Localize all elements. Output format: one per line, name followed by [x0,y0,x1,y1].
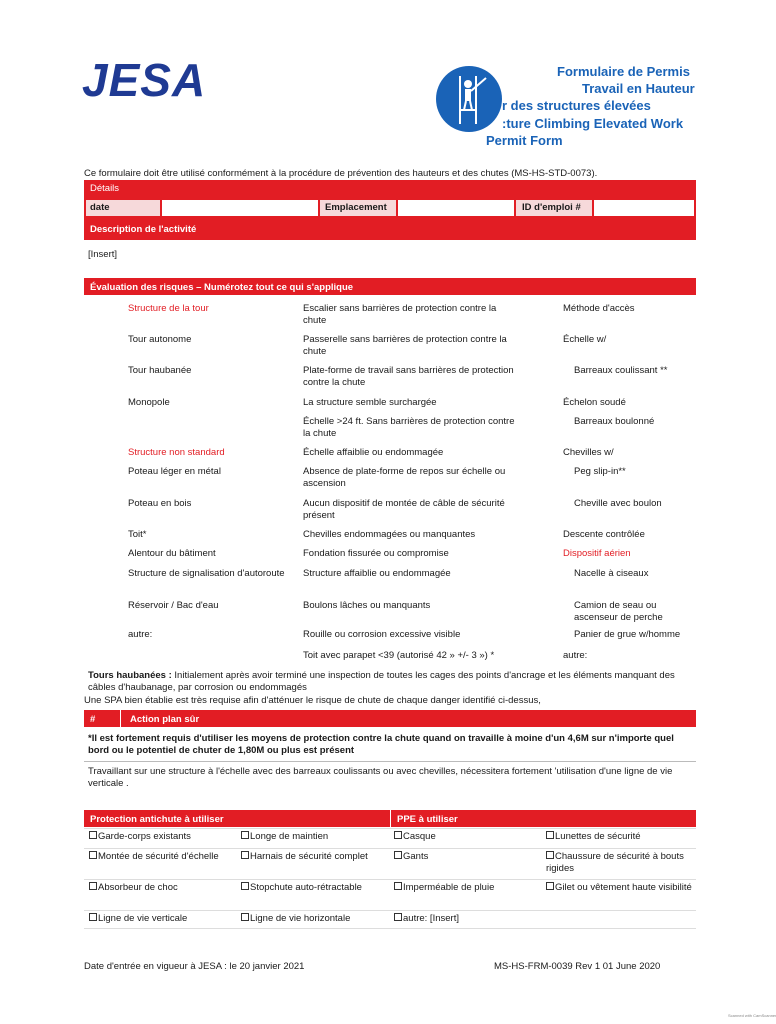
risk-col1-item: Structure de signalisation d'autoroute [128,568,285,579]
checkbox-icon[interactable] [241,882,249,890]
action-label: Action plan sûr [130,714,200,725]
guyed-note [88,670,693,694]
risk-col3-item: Peg slip-in** [574,466,626,477]
risk-col2-item: Structure affaiblie ou endommagée [303,568,451,579]
guyed-note-text: Initialement après avoir terminé une inspection de toutes les cages des points d'ancrage et les éléments manquant des câbles d'haubanage, par corrosion ou endommagés [88,670,675,693]
risk-col3-item: Dispositif aérien [563,548,631,559]
risk-col1-item: Toit* [128,529,147,540]
title-line-3: r des structures élevées [502,98,651,113]
risk-col1-item: Tour haubanée [128,365,192,376]
risk-col1-item: autre: [128,629,153,640]
ppe-option-label: autre: [Insert] [403,913,459,924]
risk-col2-item: Échelle >24 ft. Sans barrières de protection contre la chute [303,416,515,439]
risk-col2-item: Escalier sans barrières de protection contre la chute [303,303,497,326]
risk-col3-item: Camion de seau ou ascenseur de perche [574,600,663,623]
risk-col1-item: Alentour du bâtiment [128,548,216,559]
risk-col1-item: Structure non standard [128,447,225,458]
guyed-note-bold: Tours haubanées : [88,670,172,681]
ppe-option-label: Gilet ou vêtement haute visibilité [555,882,692,893]
checkbox-icon[interactable] [546,882,554,890]
footer-doc-id: MS-HS-FRM-0039 Rev 1 01 June 2020 [494,961,661,972]
ppe-option[interactable] [394,851,542,863]
title-line-1: Formulaire de Permis [557,64,690,79]
ppe-option[interactable] [394,882,542,894]
job-id-label: ID d'emploi # [522,202,581,213]
footer-effective-date: Date d'entrée en vigueur à JESA : le 20 janvier 2021 [84,961,305,972]
ppe-option-label: Chaussure de sécurité à bouts rigides [546,851,684,874]
ppe-option[interactable] [89,831,237,843]
date-label: date [90,202,110,213]
ppe-option-label: Stopchute auto-rétractable [250,882,362,893]
risk-col1-item: Monopole [128,397,170,408]
ppe-option[interactable] [394,913,542,925]
ppe-row-divider [84,848,696,849]
action-para-1: *Il est fortement requis d'utiliser les moyens de protection contre la chute quand on travaille à moine d'un 4,6M sur n'importe quel bord ou le potentiel de chuter de 1,80M ou plus est présent [88,733,674,756]
risk-col3-item: Nacelle à ciseaux [574,568,649,579]
job-id-field[interactable] [594,200,694,216]
risk-col3-item: Panier de grue w/homme [574,629,681,640]
intro-text: Ce formulaire doit être utilisé conformément à la procédure de prévention des hauteurs et des chutes (MS-HS-STD-0073). [84,168,598,179]
checkbox-icon[interactable] [241,851,249,859]
action-divider [120,710,121,727]
ppe-option[interactable] [394,831,542,843]
ppe-header-divider [390,810,391,827]
ppe-option-label: Garde-corps existants [98,831,191,842]
risk-col3-item: Méthode d'accès [563,303,635,314]
risk-col2-item: Échelle affaiblie ou endommagée [303,447,444,458]
risk-col3-item: Échelon soudé [563,397,626,408]
checkbox-icon[interactable] [241,831,249,839]
ppe-option[interactable] [89,913,237,925]
ppe-row-divider [84,928,696,929]
risk-col2-item: Plate-forme de travail sans barrières de protection contre la chute [303,365,514,388]
risk-header-bar [84,278,696,295]
ppe-option-label: Montée de sécurité d'échelle [98,851,219,862]
risk-col3-item: Barreaux boulonné [574,416,655,427]
ppe-option-label: Lunettes de sécurité [555,831,641,842]
risk-col2-item: Passerelle sans barrières de protection contre la chute [303,334,507,357]
risk-col2-item: Fondation fissurée ou compromise [303,548,449,559]
risk-col3-item: autre: [563,650,588,661]
checkbox-icon[interactable] [89,831,97,839]
checkbox-icon[interactable] [241,913,249,921]
risk-col1-item: Réservoir / Bac d'eau [128,600,219,611]
risk-col3-item: Barreaux coulissant ** [574,365,668,376]
ppe-header: PPE à utiliser [397,814,458,825]
details-label: Détails [90,183,120,194]
risk-col3-item: Échelle w/ [563,334,607,345]
location-label: Emplacement [325,202,387,213]
activity-bar [84,218,696,240]
job-id-label-cell [516,200,592,216]
ppe-option-label: Gants [403,851,429,862]
activity-value[interactable]: [Insert] [88,249,118,260]
checkbox-icon[interactable] [546,851,554,859]
ppe-option[interactable] [546,851,694,875]
risk-col1-item: Poteau léger en métal [128,466,221,477]
ppe-header-bar [84,810,696,827]
risk-col1-item: Tour autonome [128,334,192,345]
ppe-option-label: Longe de maintien [250,831,329,842]
location-label-cell [320,200,396,216]
details-bar [84,180,696,198]
risk-col2-item: Aucun dispositif de montée de câble de sécurité présent [303,498,505,521]
ppe-option[interactable] [241,882,389,894]
scanner-mark: Scanned with CamScanner [728,1013,776,1018]
climbing-worker-icon [436,66,502,132]
date-field[interactable] [162,200,318,216]
action-para-2: Travaillant sur une structure à l'échelle avec des barreaux coulissants ou avec chevilles, nécessitera fortement 'utilisation d'une ligne de vie verticale . [88,766,673,789]
risk-col2-item: Toit avec parapet <39 (autorisé 42 » +/- 3 ») * [303,650,495,661]
risk-col2-item: La structure semble surchargée [303,397,437,408]
ppe-option-label: Ligne de vie verticale [98,913,188,924]
checkbox-icon[interactable] [89,882,97,890]
risk-col3-item: Chevilles w/ [563,447,614,458]
jesa-logo: JESA [82,54,207,106]
risk-col3-item: Descente contrôlée [563,529,645,540]
ppe-option[interactable] [546,831,694,843]
checkbox-icon[interactable] [394,882,402,890]
location-field[interactable] [398,200,514,216]
ppe-row-divider [84,828,696,829]
spa-note: Une SPA bien établie est très requise afin d'atténuer le risque de chute de chaque danger identifié ci-dessus, [84,695,541,706]
ppe-row-divider [84,879,696,880]
risk-col2-item: Rouille ou corrosion excessive visible [303,629,461,640]
action-bar [84,710,696,727]
ppe-option-label: Absorbeur de choc [98,882,178,893]
title-line-4: :ture Climbing Elevated Work [502,116,684,131]
ppe-option-label: Ligne de vie horizontale [250,913,351,924]
date-label-cell [86,200,160,216]
ppe-row-divider [84,910,696,911]
risk-col3-item: Cheville avec boulon [574,498,662,509]
risk-col1-item: Structure de la tour [128,303,209,314]
title-line-5: Permit Form [486,133,563,148]
checkbox-icon[interactable] [394,913,402,921]
activity-label: Description de l'activité [90,224,197,235]
title-line-2: Travail en Hauteur [582,81,695,96]
action-divider-line [84,761,696,762]
risk-col1-item: Poteau en bois [128,498,192,509]
action-hash: # [90,714,96,725]
ppe-option[interactable] [89,882,237,894]
risk-col2-item: Absence de plate-forme de repos sur échelle ou ascension [303,466,506,489]
checkbox-icon[interactable] [89,851,97,859]
risk-header: Évaluation des risques – Numérotez tout ce qui s'applique [90,282,354,293]
ppe-option[interactable] [241,913,389,925]
risk-col2-item: Chevilles endommagées ou manquantes [303,529,476,540]
ppe-option[interactable] [546,882,694,894]
ppe-option[interactable] [241,831,389,843]
ppe-option-label: Imperméable de pluie [403,882,495,893]
checkbox-icon[interactable] [394,831,402,839]
checkbox-icon[interactable] [546,831,554,839]
ppe-option-label: Casque [403,831,436,842]
risk-col2-item: Boulons lâches ou manquants [303,600,431,611]
checkbox-icon[interactable] [394,851,402,859]
ppe-option-label: Harnais de sécurité complet [250,851,368,862]
ppe-option[interactable] [241,851,389,863]
ppe-option[interactable] [89,851,237,863]
protection-header: Protection antichute à utiliser [90,814,224,825]
checkbox-icon[interactable] [89,913,97,921]
